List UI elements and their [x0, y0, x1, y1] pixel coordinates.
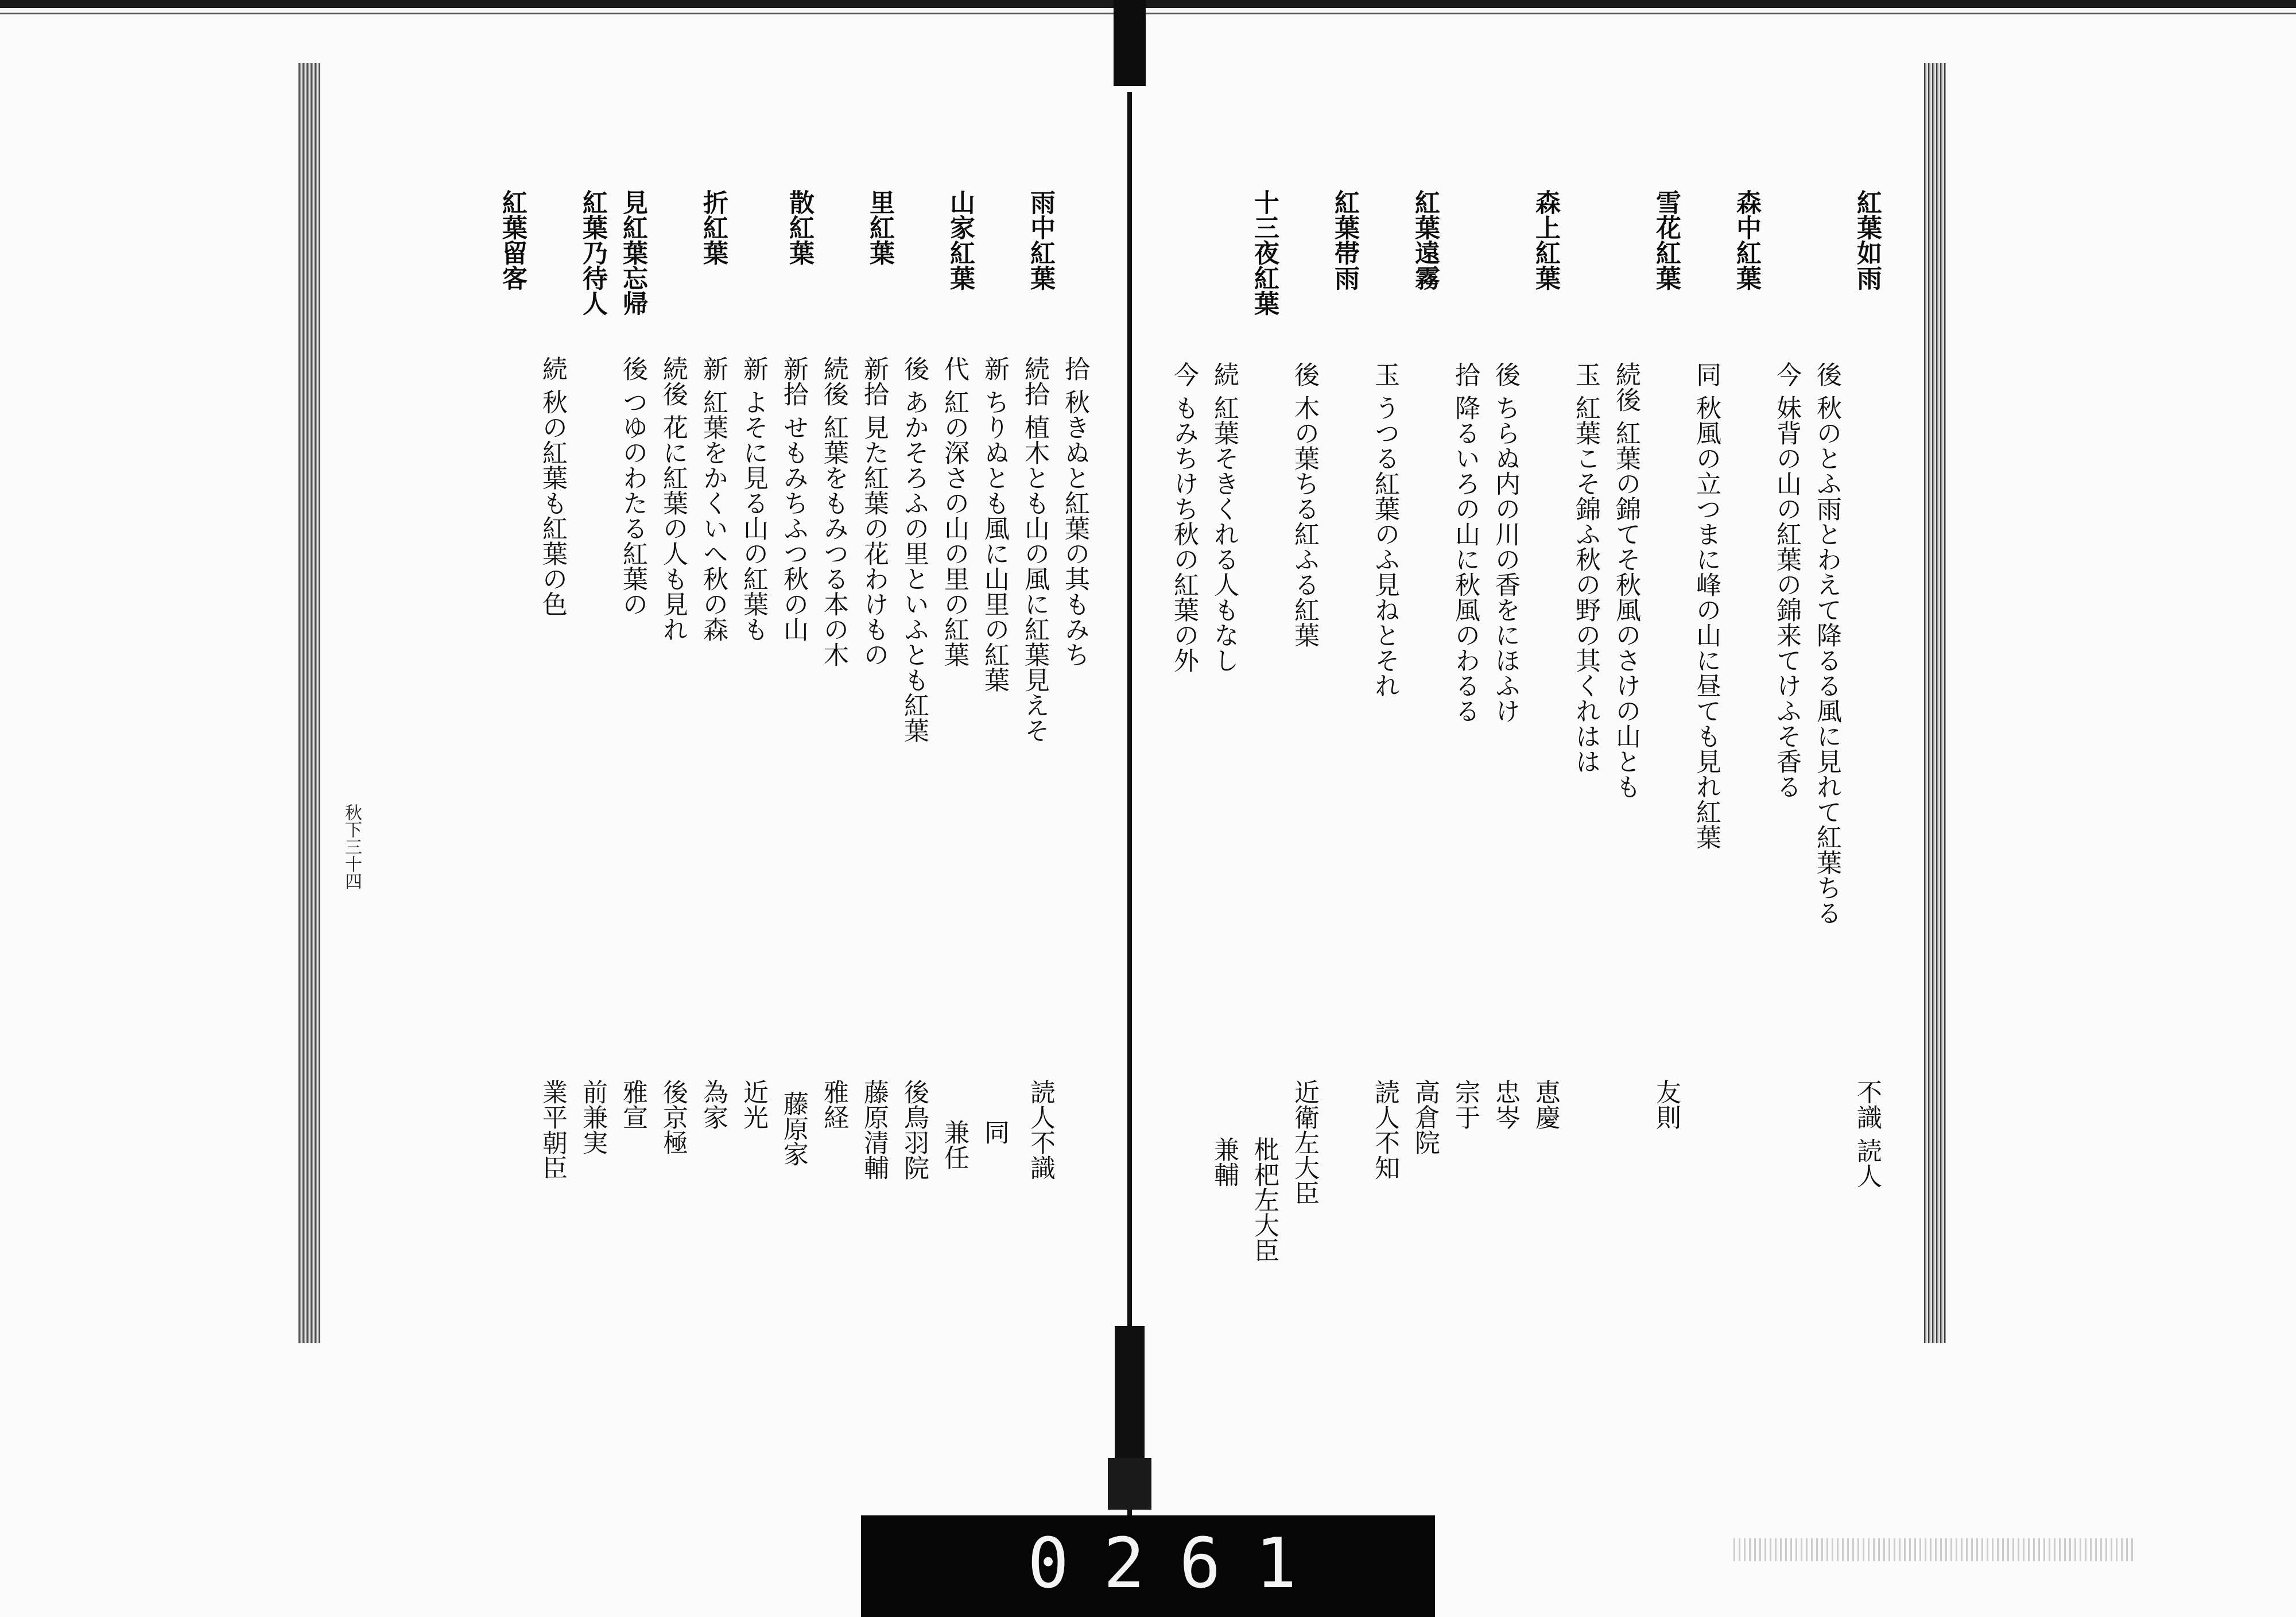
right-line: 拾 降るいろの山に秋風のわるる — [1450, 362, 1480, 723]
left-title: 紅葉乃待人 — [578, 189, 607, 316]
left-author: 雅経 — [819, 1079, 848, 1130]
right-line: 同 秋風の立つまに峰の山に昼ても見れ紅葉 — [1692, 362, 1721, 850]
left-line: 新 紅葉をかくいへ秋の森 — [699, 356, 728, 642]
left-author: 同 — [980, 1119, 1009, 1145]
right-line: 今 もみちけち秋の紅葉の外 — [1169, 362, 1199, 673]
left-author: 後京極 — [658, 1079, 688, 1155]
left-author: 近光 — [739, 1079, 768, 1130]
right-title: 雪花紅葉 — [1651, 189, 1681, 290]
left-title: 山家紅葉 — [945, 189, 975, 290]
left-author: 前兼実 — [578, 1079, 607, 1155]
right-author: 近衛左大臣 — [1290, 1079, 1319, 1205]
left-line: 続後 紅葉をもみつる本の木 — [819, 356, 848, 667]
left-title: 散紅葉 — [785, 189, 814, 265]
right-author: 宗于 — [1450, 1079, 1480, 1130]
left-title: 里紅葉 — [865, 189, 894, 265]
right-line: 今 妹背の山の紅葉の錦来てけふそ香る — [1772, 362, 1801, 799]
left-line: 新拾 見た紅葉の花わけもの — [859, 356, 889, 667]
right-line: 玉 紅葉こそ錦ふ秋の野の其くれはは — [1571, 362, 1600, 774]
scan-top-border — [0, 0, 2296, 8]
right-author: 不識 読人 — [1852, 1079, 1882, 1188]
right-author: 友則 — [1651, 1079, 1681, 1130]
right-title: 森中紅葉 — [1732, 189, 1761, 290]
left-line: 後 あかそろふの里といふとも紅葉 — [899, 356, 929, 743]
right-line: 後 木の葉ちる紅ふる紅葉 — [1290, 362, 1319, 647]
right-title: 森上紅葉 — [1531, 189, 1560, 290]
right-author: 兼輔 — [1209, 1137, 1239, 1187]
right-author: 枇杷左大臣 — [1250, 1137, 1279, 1263]
left-author: 藤原清輔 — [859, 1079, 889, 1180]
left-line: 続 秋の紅葉も紅葉の色 — [538, 356, 567, 616]
left-author: 後鳥羽院 — [899, 1079, 929, 1180]
left-line: 後 つゆのわたる紅葉の — [618, 356, 647, 616]
left-page-edge — [298, 63, 320, 1343]
right-title: 十三夜紅葉 — [1250, 189, 1279, 316]
binding-top-clip — [1114, 0, 1146, 86]
right-title: 紅葉帯雨 — [1330, 189, 1359, 290]
left-author: 兼任 — [940, 1119, 969, 1170]
right-line: 後 ちらぬ内の川の香をにほふけ — [1491, 362, 1520, 723]
left-title: 折紅葉 — [699, 189, 728, 265]
scan-smudge — [1733, 1538, 2135, 1561]
right-line: 後 秋のとふ雨とわえて降るる風に見れて紅葉ちる — [1812, 362, 1841, 925]
left-line: 続後 花に紅葉の人も見れ — [658, 356, 688, 642]
right-title: 紅葉遠霧 — [1410, 189, 1440, 290]
left-line: 新拾 せもみちふつ秋の山 — [779, 356, 808, 642]
left-line: 新 よそに見る山の紅葉も — [739, 356, 768, 642]
left-author: 読人不識 — [1026, 1079, 1055, 1180]
left-title: 見紅葉忘帰 — [618, 189, 647, 316]
left-line: 続拾 植木とも山の風に紅葉見えそ — [1020, 356, 1049, 743]
right-author: 高倉院 — [1410, 1079, 1440, 1155]
frame-counter-number: 0261 — [1027, 1524, 1331, 1604]
right-author: 恵慶 — [1531, 1079, 1560, 1130]
left-line: 新 ちりぬとも風に山里の紅葉 — [980, 356, 1009, 692]
left-line: 拾 秋きぬと紅葉の其もみち — [1060, 356, 1089, 667]
left-author: 為家 — [699, 1079, 728, 1130]
right-line: 続後 紅葉の錦てそ秋風のさけの山とも — [1611, 362, 1640, 799]
left-line: 代 紅の深さの山の里の紅葉 — [940, 356, 969, 667]
left-author: 業平朝臣 — [538, 1079, 567, 1180]
right-author: 読人不知 — [1370, 1079, 1399, 1180]
right-page-edge — [1924, 63, 1946, 1343]
left-author: 雅宣 — [618, 1079, 647, 1130]
left-title: 紅葉留客 — [498, 189, 527, 290]
right-title: 紅葉如雨 — [1852, 189, 1882, 290]
right-author: 忠岑 — [1491, 1079, 1520, 1130]
scan-top-rule — [0, 13, 2296, 14]
right-line: 続 紅葉そきくれる人もなし — [1209, 362, 1239, 673]
left-title: 雨中紅葉 — [1026, 189, 1055, 290]
binding-bottom-clip — [1115, 1326, 1145, 1458]
folio-label: 秋下三十四 — [342, 804, 362, 890]
binding-bottom-base — [1108, 1458, 1151, 1510]
left-author: 藤原家 — [779, 1091, 808, 1166]
right-line: 玉 うつる紅葉のふ見ねとそれ — [1370, 362, 1399, 698]
